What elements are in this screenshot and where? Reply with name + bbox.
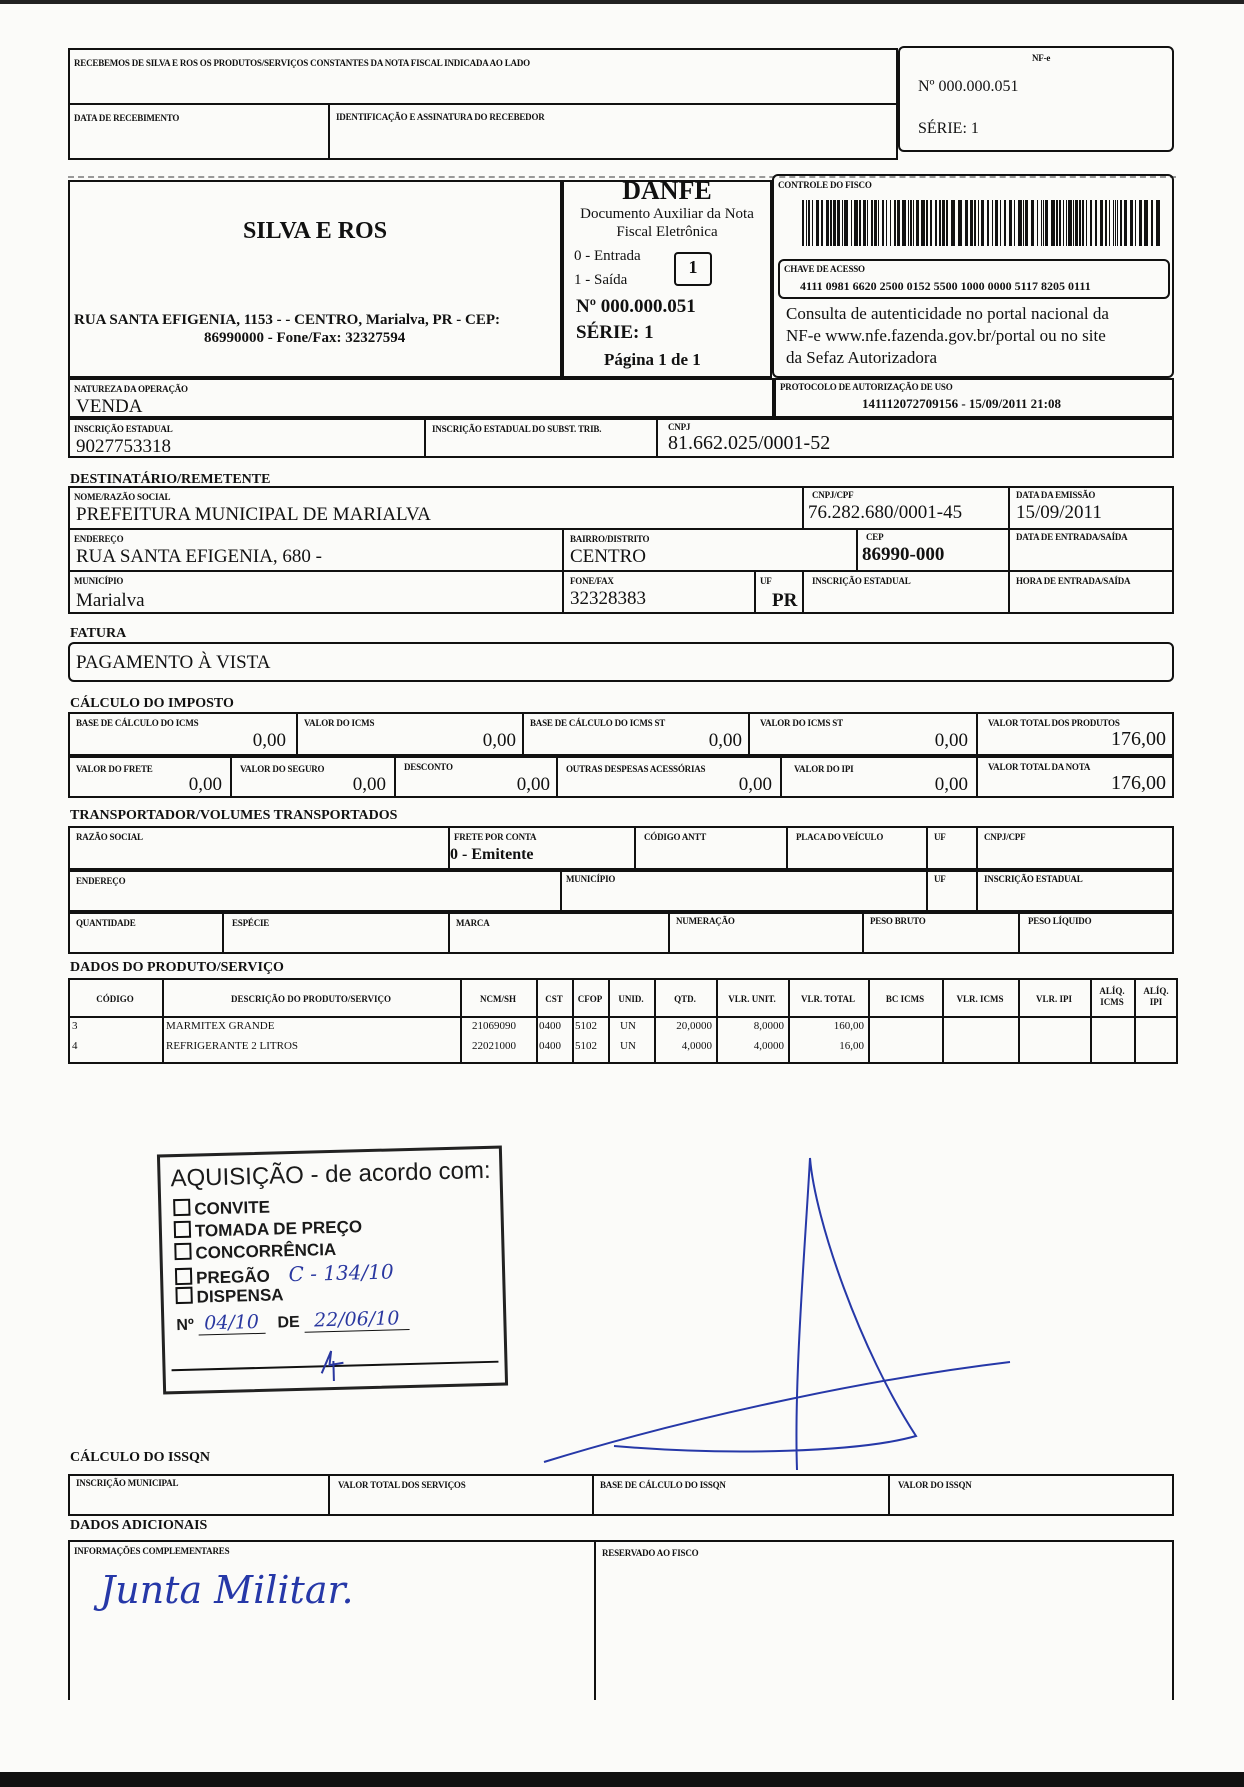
dest-hora-label: HORA DE ENTRADA/SAÍDA: [1016, 576, 1131, 586]
barcode-bar: [867, 200, 868, 246]
emitter-name: SILVA E ROS: [242, 218, 388, 244]
receipt-header: RECEBEMOS DE SILVA E ROS OS PRODUTOS/SERVIÇOS CONSTANTES DA NOTA FISCAL INDICADA AO LADO: [74, 58, 530, 68]
handwritten-note: Junta Militar.: [100, 1568, 354, 1612]
tr1-c2: [634, 826, 636, 870]
danfe-saida: 1 - Saída: [574, 272, 628, 288]
imp-r2-c1: [230, 756, 232, 798]
transp-quantidade-label: QUANTIDADE: [76, 918, 136, 928]
receipt-divider: [68, 103, 898, 105]
barcode-bar: [910, 200, 912, 246]
dest-endereco-label: ENDEREÇO: [74, 534, 124, 544]
seguro-label: VALOR DO SEGURO: [240, 764, 325, 774]
dest-nome: PREFEITURA MUNICIPAL DE MARIALVA: [76, 504, 431, 525]
barcode-bar: [1066, 200, 1067, 246]
valor-icms-label: VALOR DO ICMS: [304, 718, 375, 728]
th-vlr-total: VLR. TOTAL: [800, 994, 856, 1004]
dest-cnpj: 76.282.680/0001-45: [808, 502, 963, 523]
barcode-bar: [1130, 200, 1133, 246]
barcode-bar: [874, 200, 877, 246]
base-icms-label: BASE DE CÁLCULO DO ICMS: [76, 718, 199, 728]
imposto-section: CÁLCULO DO IMPOSTO: [70, 696, 234, 711]
danfe-subtitle-1: Documento Auxiliar da Nota: [580, 206, 754, 222]
barcode-bar: [958, 200, 962, 246]
transp-ie-label: INSCRIÇÃO ESTADUAL: [984, 874, 1083, 884]
barcode-bar: [916, 200, 919, 246]
barcode-bar: [939, 200, 941, 246]
info-label: INFORMAÇÕES COMPLEMENTARES: [74, 1546, 230, 1556]
transp-peso-bruto-label: PESO BRUTO: [870, 916, 926, 926]
dest-entrada-label: DATA DE ENTRADA/SAÍDA: [1016, 532, 1128, 542]
barcode-bar: [978, 200, 979, 246]
chave-label: CHAVE DE ACESSO: [784, 264, 865, 274]
th-vlr-unit: VLR. UNIT.: [728, 994, 776, 1004]
barcode-bar: [812, 200, 813, 246]
stamp-title: AQUISIÇÃO - de acordo com:: [170, 1156, 491, 1193]
emitter-address-1: RUA SANTA EFIGENIA, 1153 - - CENTRO, Marialva, PR - CEP:: [74, 312, 500, 328]
barcode-bar: [1113, 200, 1114, 246]
barcode-bar: [1082, 200, 1084, 246]
base-icms-st: 0,00: [708, 730, 742, 751]
base-icms-st-label: BASE DE CÁLCULO DO ICMS ST: [530, 718, 666, 728]
barcode-bar: [913, 200, 914, 246]
barcode: [802, 200, 1160, 246]
receipt-signature-label: IDENTIFICAÇÃO E ASSINATURA DO RECEBEDOR: [336, 112, 545, 122]
barcode-bar: [1059, 200, 1061, 246]
stamp-scribble: [313, 1342, 354, 1383]
product-table-column-line: [868, 978, 870, 1064]
barcode-bar: [894, 200, 896, 246]
ie-divider-2: [656, 418, 658, 458]
barcode-bar: [902, 200, 906, 246]
transp-antt-label: CÓDIGO ANTT: [644, 832, 707, 842]
total-nota-label: VALOR TOTAL DA NOTA: [988, 762, 1091, 772]
stamp-opt-pregao: PREGÃO C - 134/10: [175, 1259, 394, 1289]
emitter-address-2: 86990000 - Fone/Fax: 32327594: [204, 330, 406, 346]
barcode-bar: [1124, 200, 1127, 246]
row2-descricao: REFRIGERANTE 2 LITROS: [166, 1040, 298, 1052]
th-aliq-ipi-2: IPI: [1149, 997, 1163, 1007]
ie-divider-1: [424, 418, 426, 458]
barcode-bar: [890, 200, 891, 246]
dest-col-d: [856, 528, 858, 570]
barcode-bar: [995, 200, 998, 246]
stamp-hand-pregao: C - 134/10: [288, 1259, 394, 1287]
barcode-bar: [1144, 200, 1148, 246]
dest-uf: PR: [772, 590, 798, 611]
transp-cnpj-label: CNPJ/CPF: [984, 832, 1026, 842]
product-table-column-line: [942, 978, 944, 1064]
th-codigo: CÓDIGO: [96, 994, 134, 1004]
dest-bairro-label: BAIRRO/DISTRITO: [570, 534, 650, 544]
barcode-bar: [987, 200, 989, 246]
reservado-label: RESERVADO AO FISCO: [602, 1548, 699, 1558]
checkbox-icon: [174, 1243, 191, 1260]
seguro: 0,00: [352, 774, 386, 795]
barcode-bar: [935, 200, 937, 246]
tr3-c3: [668, 912, 670, 954]
barcode-bar: [1004, 200, 1006, 246]
product-table-column-line: [608, 978, 610, 1064]
dest-col-a: [802, 486, 804, 528]
barcode-bar: [1031, 200, 1034, 246]
barcode-bar: [1075, 200, 1078, 246]
fisco-controle-label: CONTROLE DO FISCO: [778, 180, 872, 190]
receipt-serie: SÉRIE: 1: [918, 120, 979, 137]
transp-especie-label: ESPÉCIE: [232, 918, 270, 928]
transp-razao-label: RAZÃO SOCIAL: [76, 832, 143, 842]
row1-unid: UN: [620, 1020, 636, 1032]
barcode-bar: [1100, 200, 1103, 246]
product-table-column-line: [162, 978, 164, 1064]
th-vlr-icms: VLR. ICMS: [956, 994, 1004, 1004]
consulta-line-2: NF-e www.nfe.fazenda.gov.br/portal ou no site: [786, 326, 1106, 345]
barcode-bar: [1086, 200, 1087, 246]
barcode-bar: [908, 200, 909, 246]
th-ncm: NCM/SH: [480, 994, 516, 1004]
base-icms: 0,00: [252, 730, 286, 751]
th-aliq-icms-2: ICMS: [1100, 997, 1124, 1007]
adicionais-box: [68, 1540, 1174, 1700]
th-vlr-ipi: VLR. IPI: [1035, 994, 1072, 1004]
acquisition-stamp: [157, 1146, 508, 1395]
issqn-section: CÁLCULO DO ISSQN: [70, 1450, 211, 1465]
barcode-bar: [1105, 200, 1107, 246]
row2-codigo: 4: [72, 1040, 78, 1052]
barcode-bar: [878, 200, 879, 246]
outras: 0,00: [738, 774, 772, 795]
row2-unid: UN: [620, 1040, 636, 1052]
danfe-title: DANFE: [622, 176, 712, 205]
barcode-bar: [1120, 200, 1122, 246]
imp-r2-c4: [780, 756, 782, 798]
dest-bairro: CENTRO: [570, 546, 646, 567]
barcode-bar: [833, 200, 836, 246]
th-aliq-icms-1: ALÍQ.: [1099, 986, 1125, 996]
adicionais-divider: [594, 1540, 596, 1700]
tr2-c3: [976, 870, 978, 912]
checkbox-icon: [175, 1268, 192, 1285]
row2-cst: 0400: [539, 1040, 561, 1052]
barcode-bar: [851, 200, 852, 246]
barcode-bar: [808, 200, 810, 246]
barcode-bar: [1023, 200, 1024, 246]
dest-col-c: [562, 528, 564, 614]
barcode-bar: [921, 200, 925, 246]
barcode-bar: [1068, 200, 1072, 246]
barcode-bar: [837, 200, 840, 246]
stamp-hand-de: 22/06/10: [304, 1307, 410, 1333]
th-qtd: QTD.: [674, 994, 696, 1004]
tr2-c1: [560, 870, 562, 912]
th-bc-icms: BC ICMS: [885, 994, 925, 1004]
stamp-number-line: Nº 04/10 DE 22/06/10: [176, 1307, 410, 1335]
barcode-bar: [1043, 200, 1044, 246]
prod-header-line: [68, 1016, 1178, 1018]
transp-endereco-label: ENDEREÇO: [76, 876, 126, 886]
tr3-c1: [222, 912, 224, 954]
row2-ncm: 22021000: [472, 1040, 516, 1052]
barcode-bar: [946, 200, 948, 246]
transp-numeracao-label: NUMERAÇÃO: [676, 916, 735, 926]
dest-cep-label: CEP: [866, 532, 884, 542]
adicionais-section: DADOS ADICIONAIS: [70, 1518, 208, 1533]
stamp-opt-tomada: TOMADA DE PREÇO: [174, 1216, 363, 1242]
row1-codigo: 3: [72, 1020, 78, 1032]
danfe-serie: SÉRIE: 1: [576, 322, 654, 343]
row1-ncm: 21069090: [472, 1020, 516, 1032]
fatura-texto: PAGAMENTO À VISTA: [76, 652, 271, 673]
barcode-bar: [1037, 200, 1038, 246]
transp-peso-liquido-label: PESO LÍQUIDO: [1028, 916, 1092, 926]
barcode-bar: [981, 200, 984, 246]
barcode-bar: [830, 200, 832, 246]
ie-row: [68, 418, 1174, 458]
barcode-bar: [1095, 200, 1097, 246]
transp-uf2-label: UF: [934, 874, 946, 884]
th-cfop: CFOP: [577, 994, 603, 1004]
stamp-opt-dispensa: DISPENSA: [175, 1284, 283, 1308]
receipt-col-divider: [328, 103, 330, 160]
barcode-bar: [886, 200, 887, 246]
imp-r1-c3: [748, 712, 750, 756]
transp-frete-label: FRETE POR CONTA: [454, 832, 537, 842]
protocolo-label: PROTOCOLO DE AUTORIZAÇÃO DE USO: [780, 382, 953, 392]
natureza-label: NATUREZA DA OPERAÇÃO: [74, 384, 188, 394]
th-descricao: DESCRIÇÃO DO PRODUTO/SERVIÇO: [230, 994, 392, 1004]
dest-cep: 86990-000: [862, 544, 945, 565]
valor-icms-st: 0,00: [934, 730, 968, 751]
consulta-line-3: da Sefaz Autorizadora: [786, 348, 938, 367]
barcode-bar: [844, 200, 848, 246]
barcode-bar: [1156, 200, 1160, 246]
dest-uf-label: UF: [760, 576, 772, 586]
transp-uf-label: UF: [934, 832, 946, 842]
issqn-c1: [328, 1474, 330, 1516]
product-table-column-line: [460, 978, 462, 1064]
issqn-c2: [592, 1474, 594, 1516]
cnpj-value: 81.662.025/0001-52: [668, 432, 831, 454]
checkbox-icon: [173, 1199, 190, 1216]
barcode-bar: [930, 200, 932, 246]
row2-vlr-unit: 4,0000: [753, 1040, 784, 1052]
chave-value: 4111 0981 6620 2500 0152 5500 1000 0000 5117 8205 0111: [800, 279, 1091, 293]
barcode-bar: [1018, 200, 1022, 246]
receipt-date-label: DATA DE RECEBIMENTO: [74, 113, 180, 123]
outras-label: OUTRAS DESPESAS ACESSÓRIAS: [566, 764, 706, 774]
barcode-bar: [1135, 200, 1136, 246]
barcode-bar: [816, 200, 819, 246]
barcode-bar: [1115, 200, 1116, 246]
consulta-line-1: Consulta de autenticidade no portal nacional da: [786, 304, 1109, 323]
row1-descricao: MARMITEX GRANDE: [166, 1020, 275, 1032]
barcode-bar: [992, 200, 993, 246]
tr3-c2: [448, 912, 450, 954]
barcode-bar: [1151, 200, 1153, 246]
dest-endereco: RUA SANTA EFIGENIA, 680 -: [76, 546, 323, 567]
barcode-bar: [1109, 200, 1110, 246]
checkbox-icon: [174, 1221, 191, 1238]
barcode-bar: [1025, 200, 1028, 246]
dest-emissao-label: DATA DA EMISSÃO: [1016, 490, 1096, 500]
barcode-bar: [1009, 200, 1012, 246]
transp-municipio-label: MUNICÍPIO: [566, 874, 616, 884]
issqn-total-label: VALOR TOTAL DOS SERVIÇOS: [338, 1480, 466, 1490]
signature-scribble: [530, 1150, 1030, 1470]
total-nota: 176,00: [1111, 772, 1166, 794]
barcode-bar: [806, 200, 807, 246]
frete: 0,00: [188, 774, 222, 795]
tr3-c5: [1018, 912, 1020, 954]
row2-vlr-total: 16,00: [839, 1040, 864, 1052]
stamp-opt-convite: CONVITE: [173, 1197, 270, 1221]
tr3-c4: [862, 912, 864, 954]
th-unid: UNID.: [618, 994, 644, 1004]
barcode-bar: [926, 200, 928, 246]
row2-qtd: 4,0000: [681, 1040, 712, 1052]
barcode-bar: [863, 200, 866, 246]
checkbox-icon: [175, 1287, 192, 1304]
barcode-bar: [951, 200, 955, 246]
barcode-bar: [802, 200, 804, 246]
barcode-bar: [871, 200, 873, 246]
danfe-tipo: 1: [688, 257, 698, 277]
product-table-column-line: [536, 978, 538, 1064]
transp-marca-label: MARCA: [456, 918, 490, 928]
ie-value: 9027753318: [76, 436, 171, 457]
barcode-bar: [1045, 200, 1048, 246]
barcode-bar: [1000, 200, 1001, 246]
th-aliq-ipi-1: ALÍQ.: [1143, 986, 1169, 996]
tr1-c5: [976, 826, 978, 870]
ie-st-label: INSCRIÇÃO ESTADUAL DO SUBST. TRIB.: [432, 424, 602, 434]
row2-cfop: 5102: [575, 1040, 597, 1052]
ipi: 0,00: [934, 774, 968, 795]
tr1-c3: [786, 826, 788, 870]
dest-cnpj-label: CNPJ/CPF: [812, 490, 854, 500]
barcode-bar: [974, 200, 976, 246]
transp-frete: 0 - Emitente: [450, 846, 534, 863]
row1-vlr-total: 160,00: [833, 1020, 864, 1032]
ie-label: INSCRIÇÃO ESTADUAL: [74, 424, 173, 434]
dest-municipio: Marialva: [76, 590, 145, 611]
row1-cst: 0400: [539, 1020, 561, 1032]
product-table-column-line: [572, 978, 574, 1064]
destinatario-section: DESTINATÁRIO/REMETENTE: [70, 472, 271, 487]
barcode-bar: [859, 200, 861, 246]
valor-icms-st-label: VALOR DO ICMS ST: [760, 718, 843, 728]
ipi-label: VALOR DO IPI: [794, 764, 854, 774]
imp-r1-c1: [296, 712, 298, 756]
produtos-section: DADOS DO PRODUTO/SERVIÇO: [70, 960, 284, 975]
dest-emissao: 15/09/2011: [1016, 502, 1102, 523]
imp-r1-c2: [522, 712, 524, 756]
barcode-bar: [1063, 200, 1064, 246]
dest-col-e: [754, 570, 756, 614]
dest-municipio-label: MUNICÍPIO: [74, 576, 124, 586]
barcode-bar: [1139, 200, 1142, 246]
natureza-value: VENDA: [76, 396, 143, 417]
barcode-bar: [897, 200, 900, 246]
scan-bottom-edge: [0, 1772, 1244, 1787]
barcode-bar: [821, 200, 823, 246]
barcode-bar: [1073, 200, 1074, 246]
total-produtos: 176,00: [1111, 728, 1166, 750]
scan-top-edge: [0, 0, 1244, 4]
protocolo-value: 141112072709156 - 15/09/2011 21:08: [862, 396, 1061, 411]
row1-cfop: 5102: [575, 1020, 597, 1032]
transp-placa-label: PLACA DO VEÍCULO: [796, 832, 884, 842]
issqn-c3: [888, 1474, 890, 1516]
barcode-bar: [826, 200, 829, 246]
tr2-c2: [926, 870, 928, 912]
issqn-im-label: INSCRIÇÃO MUNICIPAL: [76, 1478, 179, 1488]
barcode-bar: [1041, 200, 1042, 246]
imp-r2-c3: [556, 756, 558, 798]
dest-col-f: [802, 570, 804, 614]
tr1-c4: [926, 826, 928, 870]
dest-fone: 32328383: [570, 588, 646, 609]
issqn-valor-label: VALOR DO ISSQN: [898, 1480, 972, 1490]
imp-r2-c5: [976, 756, 978, 798]
stamp-opt-concorrencia: CONCORRÊNCIA: [174, 1239, 336, 1264]
danfe-number: Nº 000.000.051: [576, 296, 696, 317]
barcode-bar: [965, 200, 968, 246]
dest-fone-label: FONE/FAX: [570, 576, 614, 586]
transportador-section: TRANSPORTADOR/VOLUMES TRANSPORTADOS: [70, 808, 398, 823]
row1-vlr-unit: 8,0000: [753, 1020, 784, 1032]
dest-nome-label: NOME/RAZÃO SOCIAL: [74, 492, 171, 502]
barcode-bar: [1117, 200, 1118, 246]
desconto-label: DESCONTO: [404, 762, 453, 772]
imp-r1-c4: [976, 712, 978, 756]
desconto: 0,00: [516, 774, 550, 795]
danfe-pagina: Página 1 de 1: [604, 350, 701, 369]
total-produtos-label: VALOR TOTAL DOS PRODUTOS: [988, 718, 1120, 728]
frete-label: VALOR DO FRETE: [76, 764, 153, 774]
imp-r2-c2: [394, 756, 396, 798]
row1-qtd: 20,0000: [676, 1020, 712, 1032]
cnpj-label: CNPJ: [668, 422, 691, 432]
barcode-bar: [1079, 200, 1081, 246]
barcode-bar: [1090, 200, 1092, 246]
receipt-nfe-label: NF-e: [1032, 53, 1051, 63]
product-table-column-line: [1018, 978, 1020, 1064]
barcode-bar: [854, 200, 858, 246]
dest-ie-label: INSCRIÇÃO ESTADUAL: [812, 576, 911, 586]
emitter-box: [68, 180, 562, 378]
barcode-bar: [1014, 200, 1015, 246]
barcode-bar: [842, 200, 843, 246]
th-cst: CST: [545, 994, 563, 1004]
receipt-number: Nº 000.000.051: [918, 78, 1019, 95]
barcode-bar: [942, 200, 945, 246]
dest-col-b: [1008, 486, 1010, 614]
issqn-base-label: BASE DE CÁLCULO DO ISSQN: [600, 1480, 726, 1490]
barcode-bar: [1056, 200, 1058, 246]
barcode-bar: [970, 200, 973, 246]
danfe-subtitle-2: Fiscal Eletrônica: [616, 224, 718, 240]
danfe-entrada: 0 - Entrada: [574, 248, 641, 264]
barcode-bar: [1051, 200, 1055, 246]
fatura-section: FATURA: [70, 626, 127, 641]
stamp-hand-no: 04/10: [198, 1311, 265, 1336]
barcode-bar: [882, 200, 884, 246]
valor-icms: 0,00: [482, 730, 516, 751]
